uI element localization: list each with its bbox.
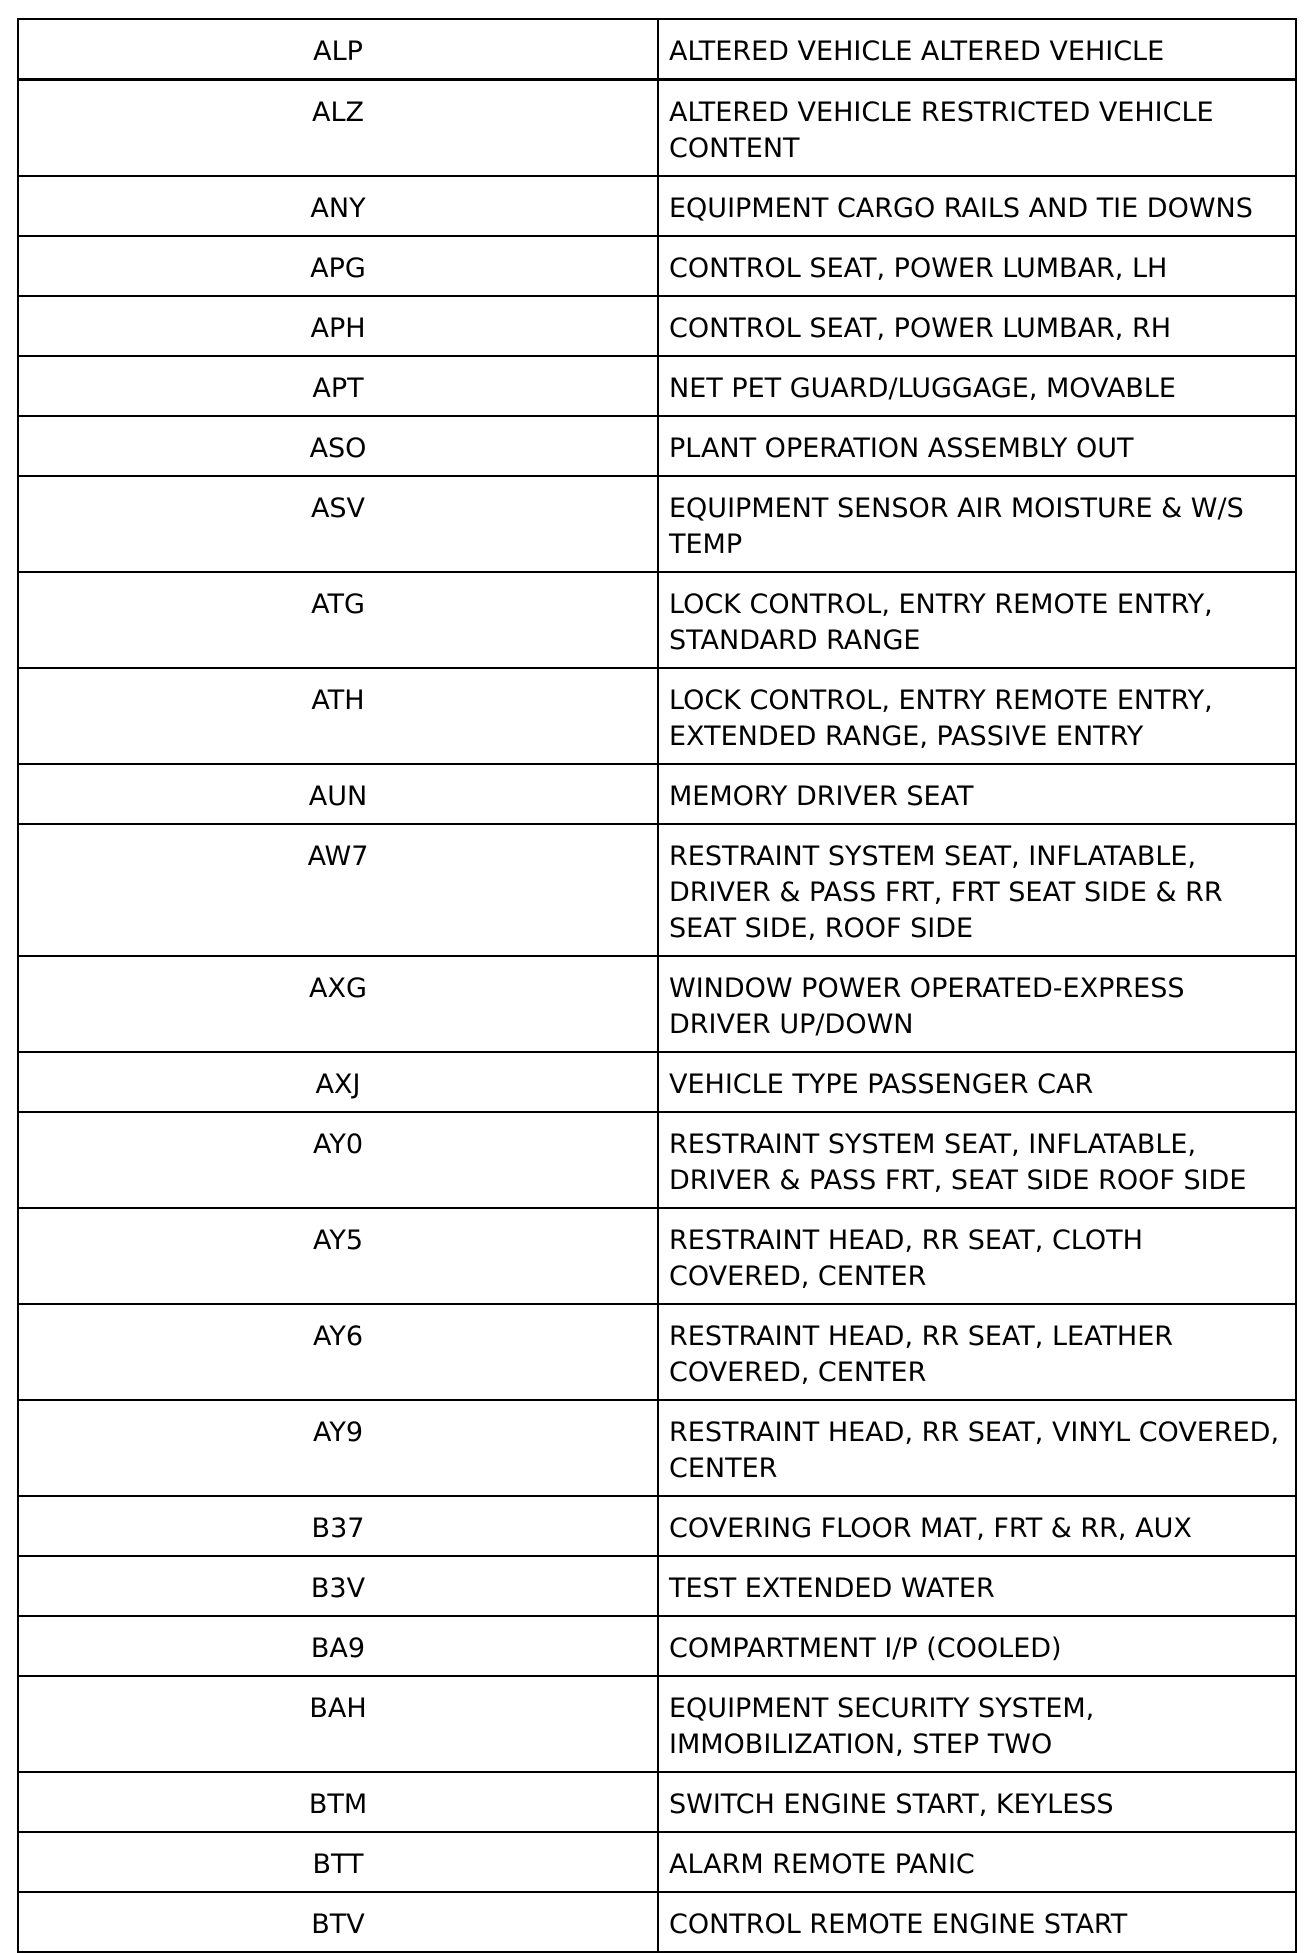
option-description-cell: NET PET GUARD/LUGGAGE, MOVABLE bbox=[658, 356, 1296, 416]
option-description-cell: MEMORY DRIVER SEAT bbox=[658, 764, 1296, 824]
option-description-cell: VEHICLE TYPE PASSENGER CAR bbox=[658, 1052, 1296, 1112]
option-code-table-body bbox=[18, 19, 1296, 1952]
option-code-cell: B37 bbox=[18, 1496, 658, 1556]
option-code-cell: AUN bbox=[18, 764, 658, 824]
table-row bbox=[18, 1304, 1296, 1400]
table-row bbox=[18, 80, 1296, 177]
option-code-cell: BA9 bbox=[18, 1616, 658, 1676]
option-code-cell: AY0 bbox=[18, 1112, 658, 1208]
table-row bbox=[18, 1556, 1296, 1616]
option-description-cell: RESTRAINT HEAD, RR SEAT, CLOTH COVERED, CENTER bbox=[658, 1208, 1296, 1304]
option-description-cell: ALARM REMOTE PANIC bbox=[658, 1832, 1296, 1892]
table-row bbox=[18, 296, 1296, 356]
option-code-cell: APT bbox=[18, 356, 658, 416]
option-description-cell: CONTROL REMOTE ENGINE START bbox=[658, 1892, 1296, 1952]
table-row bbox=[18, 1832, 1296, 1892]
option-code-cell: BTM bbox=[18, 1772, 658, 1832]
option-code-cell: ALZ bbox=[18, 80, 658, 177]
option-description-cell: EQUIPMENT SECURITY SYSTEM, IMMOBILIZATION, STEP TWO bbox=[658, 1676, 1296, 1772]
option-code-cell: ASV bbox=[18, 476, 658, 572]
option-code-cell: AY5 bbox=[18, 1208, 658, 1304]
option-code-cell: ASO bbox=[18, 416, 658, 476]
option-description-cell: LOCK CONTROL, ENTRY REMOTE ENTRY, EXTENDED RANGE, PASSIVE ENTRY bbox=[658, 668, 1296, 764]
option-code-cell: ATH bbox=[18, 668, 658, 764]
option-description-cell: SWITCH ENGINE START, KEYLESS bbox=[658, 1772, 1296, 1832]
option-description-cell: RESTRAINT HEAD, RR SEAT, VINYL COVERED, CENTER bbox=[658, 1400, 1296, 1496]
table-row bbox=[18, 476, 1296, 572]
option-code-cell: ALP bbox=[18, 19, 658, 80]
option-description-cell: ALTERED VEHICLE ALTERED VEHICLE bbox=[658, 19, 1296, 80]
option-code-cell: AW7 bbox=[18, 824, 658, 956]
table-row bbox=[18, 1892, 1296, 1952]
table-row bbox=[18, 19, 1296, 80]
table-row bbox=[18, 1112, 1296, 1208]
option-code-table bbox=[17, 18, 1297, 1953]
option-code-cell: ATG bbox=[18, 572, 658, 668]
option-description-cell: ALTERED VEHICLE RESTRICTED VEHICLE CONTENT bbox=[658, 80, 1296, 177]
option-code-cell: APG bbox=[18, 236, 658, 296]
option-code-cell: AXJ bbox=[18, 1052, 658, 1112]
table-row bbox=[18, 956, 1296, 1052]
table-row bbox=[18, 1676, 1296, 1772]
option-code-cell: AY6 bbox=[18, 1304, 658, 1400]
option-code-cell: AXG bbox=[18, 956, 658, 1052]
option-description-cell: COVERING FLOOR MAT, FRT & RR, AUX bbox=[658, 1496, 1296, 1556]
option-code-cell: APH bbox=[18, 296, 658, 356]
option-description-cell: RESTRAINT SYSTEM SEAT, INFLATABLE, DRIVER & PASS FRT, SEAT SIDE ROOF SIDE bbox=[658, 1112, 1296, 1208]
option-code-cell: BTV bbox=[18, 1892, 658, 1952]
table-row bbox=[18, 416, 1296, 476]
option-code-cell: ANY bbox=[18, 176, 658, 236]
option-code-cell: BTT bbox=[18, 1832, 658, 1892]
option-description-cell: TEST EXTENDED WATER bbox=[658, 1556, 1296, 1616]
option-description-cell: PLANT OPERATION ASSEMBLY OUT bbox=[658, 416, 1296, 476]
table-row bbox=[18, 824, 1296, 956]
table-row bbox=[18, 1208, 1296, 1304]
option-description-cell: COMPARTMENT I/P (COOLED) bbox=[658, 1616, 1296, 1676]
table-row bbox=[18, 668, 1296, 764]
option-description-cell: LOCK CONTROL, ENTRY REMOTE ENTRY, STANDARD RANGE bbox=[658, 572, 1296, 668]
option-description-cell: RESTRAINT HEAD, RR SEAT, LEATHER COVERED, CENTER bbox=[658, 1304, 1296, 1400]
option-code-cell: BAH bbox=[18, 1676, 658, 1772]
option-description-cell: EQUIPMENT SENSOR AIR MOISTURE & W/S TEMP bbox=[658, 476, 1296, 572]
table-row bbox=[18, 764, 1296, 824]
table-row bbox=[18, 356, 1296, 416]
table-row bbox=[18, 236, 1296, 296]
table-row bbox=[18, 1052, 1296, 1112]
table-row bbox=[18, 176, 1296, 236]
option-code-cell: AY9 bbox=[18, 1400, 658, 1496]
option-code-cell: B3V bbox=[18, 1556, 658, 1616]
table-row bbox=[18, 1400, 1296, 1496]
table-row bbox=[18, 1616, 1296, 1676]
table-row bbox=[18, 1772, 1296, 1832]
table-row bbox=[18, 1496, 1296, 1556]
option-description-cell: CONTROL SEAT, POWER LUMBAR, RH bbox=[658, 296, 1296, 356]
option-description-cell: CONTROL SEAT, POWER LUMBAR, LH bbox=[658, 236, 1296, 296]
table-row bbox=[18, 572, 1296, 668]
option-description-cell: RESTRAINT SYSTEM SEAT, INFLATABLE, DRIVER & PASS FRT, FRT SEAT SIDE & RR SEAT SIDE, ROOF SIDE bbox=[658, 824, 1296, 956]
option-description-cell: EQUIPMENT CARGO RAILS AND TIE DOWNS bbox=[658, 176, 1296, 236]
option-description-cell: WINDOW POWER OPERATED-EXPRESS DRIVER UP/DOWN bbox=[658, 956, 1296, 1052]
